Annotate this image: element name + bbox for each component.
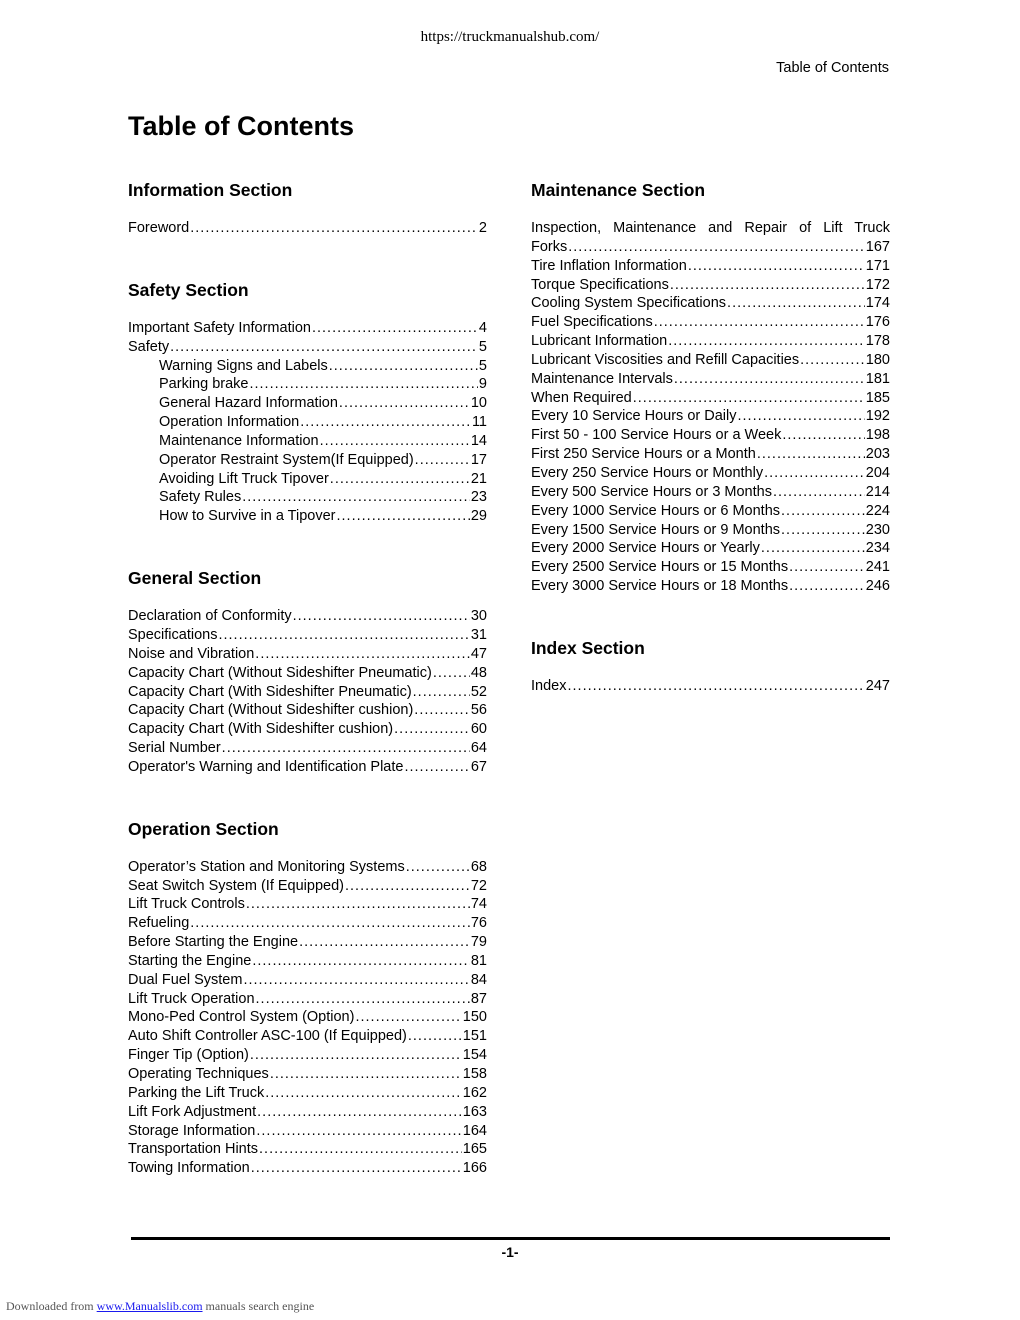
dot-leader (249, 375, 477, 394)
dot-leader (312, 319, 478, 338)
dot-leader (764, 464, 865, 483)
dot-leader (355, 1008, 461, 1027)
dot-leader (299, 933, 470, 952)
toc-entry[interactable] (531, 238, 890, 257)
toc-entry-page: 64 (470, 740, 487, 757)
toc-entry-page: 87 (470, 990, 487, 1007)
dot-leader (170, 338, 478, 357)
dot-leader (414, 701, 470, 720)
toc-entry-page: 5 (478, 338, 487, 355)
toc-entry-page: 4 (478, 319, 487, 336)
toc-entry-label: Operator Restraint System(If Equipped) (159, 451, 414, 468)
manualslib-link[interactable]: www.Manualslib.com (96, 1299, 203, 1313)
dot-leader (246, 895, 470, 914)
toc-entry-page: 204 (865, 464, 890, 481)
toc-entry-label: Lift Truck Controls (128, 896, 245, 913)
toc-entry[interactable] (128, 1084, 487, 1103)
toc-entry-label: Safety Rules (159, 489, 242, 506)
dot-leader (252, 952, 470, 971)
toc-entry-label: Index (531, 677, 567, 694)
toc-entry-label: Specifications (128, 626, 218, 643)
toc-entry-label: Serial Number (128, 740, 221, 757)
download-suffix: manuals search engine (205, 1299, 315, 1313)
toc-entry-label: Avoiding Lift Truck Tipover (159, 470, 329, 487)
toc-entry[interactable] (128, 219, 487, 238)
toc-entry-list (128, 319, 487, 526)
toc-entry-page: 174 (865, 295, 890, 312)
toc-entry-label: Operation Information (159, 414, 300, 431)
toc-entry-page: 30 (470, 608, 487, 625)
dot-leader (773, 483, 865, 502)
dot-leader (242, 488, 470, 507)
toc-entry-label: Auto Shift Controller ASC-100 (If Equipped) (128, 1028, 407, 1045)
right-column (531, 180, 890, 696)
toc-entry-label: Lift Fork Adjustment (128, 1103, 257, 1120)
toc-entry-label: Capacity Chart (With Sideshifter Pneumatic) (128, 683, 412, 700)
dot-leader (256, 990, 470, 1009)
toc-entry-label: Forks (531, 238, 568, 255)
toc-entry-label: Seat Switch System (If Equipped) (128, 877, 344, 894)
toc-entry-label: Finger Tip (Option) (128, 1047, 249, 1064)
toc-entry[interactable] (531, 521, 890, 540)
dot-leader (251, 1159, 462, 1178)
toc-entry-page: 60 (470, 721, 487, 738)
toc-entry[interactable] (128, 451, 487, 470)
toc-entry-label: Safety (128, 338, 170, 355)
toc-entry-page: 67 (470, 758, 487, 775)
section-heading: Information Section (128, 180, 293, 200)
dot-leader (781, 521, 865, 540)
toc-entry-label: Torque Specifications (531, 276, 669, 293)
toc-entry-page: 11 (471, 414, 487, 431)
dot-leader (633, 389, 865, 408)
toc-entry[interactable] (531, 677, 890, 696)
toc-entry-page: 185 (865, 389, 890, 406)
dot-leader (567, 677, 864, 696)
dot-leader (190, 914, 470, 933)
toc-entry[interactable] (128, 895, 487, 914)
toc-entry-page: 150 (462, 1009, 487, 1026)
toc-entry-page: 234 (865, 540, 890, 557)
toc-entry[interactable] (531, 426, 890, 445)
toc-entry-label: Operator’s Station and Monitoring Systems (128, 858, 405, 875)
dot-leader (761, 539, 865, 558)
toc-entry-label: Transportation Hints (128, 1141, 259, 1158)
toc-entry[interactable] (128, 394, 487, 413)
toc-section (128, 280, 487, 526)
toc-entry-page: 154 (462, 1047, 487, 1064)
toc-entry-label: Starting the Engine (128, 952, 252, 969)
dot-leader (320, 432, 470, 451)
toc-entry[interactable] (531, 332, 890, 351)
toc-entry[interactable] (128, 413, 487, 432)
toc-entry-page: 230 (865, 521, 890, 538)
dot-leader (800, 351, 865, 370)
toc-entry-list (531, 677, 890, 696)
toc-entry[interactable] (531, 407, 890, 426)
toc-entry-label: First 50 - 100 Service Hours or a Week (531, 427, 782, 444)
toc-section (531, 638, 890, 696)
toc-entry-page: 79 (470, 934, 487, 951)
dot-leader (688, 257, 865, 276)
toc-entry[interactable] (531, 483, 890, 502)
dot-leader (674, 370, 865, 389)
toc-entry[interactable] (128, 720, 487, 739)
toc-entry[interactable] (128, 375, 487, 394)
toc-entry-label: Operator's Warning and Identification Plate (128, 758, 404, 775)
toc-entry-page: 52 (470, 683, 487, 700)
toc-entry-page: 68 (470, 858, 487, 875)
toc-entry-label: Warning Signs and Labels (159, 357, 328, 374)
toc-entry[interactable] (531, 276, 890, 295)
toc-entry-page: 192 (865, 408, 890, 425)
toc-entry-label: Before Starting the Engine (128, 934, 299, 951)
toc-entry-label: Every 10 Service Hours or Daily (531, 408, 737, 425)
toc-entry[interactable] (531, 558, 890, 577)
section-heading: Operation Section (128, 818, 279, 839)
source-url: https://truckmanualshub.com/ (420, 29, 600, 45)
toc-entry-label: Dual Fuel System (128, 971, 243, 988)
dot-leader (256, 1122, 461, 1141)
toc-entry[interactable] (128, 1027, 487, 1046)
toc-entry-label: Maintenance Intervals (531, 370, 673, 387)
dot-leader (300, 413, 471, 432)
dot-leader (668, 332, 865, 351)
dot-leader (413, 683, 470, 702)
toc-entry-list (531, 238, 890, 596)
toc-entry-list (128, 607, 487, 777)
toc-entry-label: Refueling (128, 915, 190, 932)
toc-entry[interactable] (128, 877, 487, 896)
toc-entry-label: Storage Information (128, 1122, 256, 1139)
toc-entry-label: Foreword (128, 220, 190, 236)
toc-entry[interactable] (128, 990, 487, 1009)
section-heading: Maintenance Section (531, 180, 706, 200)
toc-entry[interactable] (128, 1122, 487, 1141)
toc-entry-page: 151 (462, 1028, 487, 1045)
toc-entry-page: 29 (470, 508, 487, 525)
toc-entry-page: 81 (470, 952, 487, 969)
dot-leader (330, 470, 470, 489)
toc-entry-label: Capacity Chart (With Sideshifter cushion) (128, 721, 394, 738)
toc-entry[interactable] (531, 351, 890, 370)
toc-entry-page: 181 (865, 370, 890, 387)
toc-entry-page: 176 (865, 314, 890, 331)
dot-leader (259, 1140, 462, 1159)
toc-entry-page: 2 (478, 220, 487, 236)
toc-entry-page: 76 (470, 915, 487, 932)
toc-entry-label: How to Survive in a Tipover (159, 508, 336, 525)
section-heading: Index Section (531, 637, 645, 658)
toc-entry[interactable] (128, 664, 487, 683)
dot-leader (782, 426, 864, 445)
left-column (128, 180, 487, 1178)
toc-entry-page: 172 (865, 276, 890, 293)
toc-entry-label: Noise and Vibration (128, 645, 255, 662)
toc-entry-label: Every 1000 Service Hours or 6 Months (531, 502, 781, 519)
toc-entry[interactable] (128, 1046, 487, 1065)
toc-entry[interactable] (128, 1065, 487, 1084)
toc-entry[interactable] (128, 470, 487, 489)
toc-entry[interactable] (128, 319, 487, 338)
toc-entry-label: Cooling System Specifications (531, 295, 727, 312)
toc-section (531, 180, 890, 596)
dot-leader (190, 219, 478, 238)
toc-entry-label: Towing Information (128, 1160, 250, 1177)
dot-leader (293, 607, 470, 626)
toc-entry[interactable] (531, 389, 890, 408)
toc-entry-list (128, 219, 487, 238)
toc-entry-label: Lubricant Information (531, 333, 668, 350)
dot-leader (329, 357, 478, 376)
toc-entry[interactable] (128, 507, 487, 526)
toc-entry-page: 31 (470, 626, 487, 643)
toc-entry[interactable] (531, 257, 890, 276)
toc-section (128, 568, 487, 777)
toc-entry-page: 246 (865, 578, 890, 595)
toc-entry[interactable] (128, 645, 487, 664)
dot-leader (433, 664, 470, 683)
toc-entry[interactable] (128, 357, 487, 376)
toc-entry[interactable] (128, 701, 487, 720)
toc-entry-first-line[interactable]: Inspection, Maintenance and Repair of Lift Truck (531, 220, 890, 236)
dot-leader (789, 558, 865, 577)
toc-entry[interactable] (128, 607, 487, 626)
toc-entry-label: Operating Techniques (128, 1066, 269, 1082)
toc-entry-page: 198 (865, 427, 890, 444)
toc-entry-page: 166 (462, 1160, 487, 1177)
dot-leader (270, 1065, 462, 1084)
toc-entry-page: 224 (865, 502, 890, 519)
dot-leader (789, 577, 865, 596)
dot-leader (738, 407, 865, 426)
dot-leader (408, 1027, 462, 1046)
toc-entry-label: Every 2500 Service Hours or 15 Months (531, 559, 789, 576)
toc-entry-page: 164 (462, 1122, 487, 1139)
download-prefix: Downloaded from (6, 1299, 94, 1313)
toc-entry[interactable] (128, 338, 487, 357)
toc-entry[interactable] (531, 294, 890, 313)
dot-leader (250, 1046, 462, 1065)
toc-entry-page: 23 (470, 489, 487, 506)
toc-entry-label: When Required (531, 389, 632, 406)
toc-entry-page: 56 (470, 702, 487, 719)
dot-leader (727, 294, 865, 313)
toc-entry-label: Mono-Ped Control System (Option) (128, 1009, 355, 1026)
toc-entry-page: 84 (470, 971, 487, 988)
toc-entry[interactable] (128, 1008, 487, 1027)
toc-entry[interactable] (128, 952, 487, 971)
toc-entry[interactable] (128, 914, 487, 933)
toc-entry-page: 17 (470, 451, 487, 468)
toc-entry-page: 10 (470, 395, 487, 412)
toc-entry-page: 178 (865, 333, 890, 350)
toc-section (128, 819, 487, 1178)
toc-entry-label: Every 500 Service Hours or 3 Months (531, 483, 772, 500)
dot-leader (781, 502, 865, 521)
toc-entry-page: 241 (865, 559, 890, 576)
dot-leader (415, 451, 470, 470)
toc-entry[interactable] (128, 683, 487, 702)
toc-entry-label: Capacity Chart (Without Sideshifter cushion) (128, 702, 414, 719)
toc-entry[interactable] (531, 464, 890, 483)
download-footer (6, 1299, 314, 1314)
toc-entry-page: 72 (470, 877, 487, 894)
toc-entry-page: 74 (470, 896, 487, 913)
toc-entry-page: 163 (462, 1103, 487, 1120)
toc-entry-label: Capacity Chart (Without Sideshifter Pneumatic) (128, 664, 432, 681)
dot-leader (394, 720, 470, 739)
toc-entry[interactable] (531, 313, 890, 332)
dot-leader (222, 739, 470, 758)
dot-leader (243, 971, 469, 990)
toc-entry[interactable] (531, 502, 890, 521)
toc-entry-label: Tire Inflation Information (531, 257, 687, 274)
toc-entry-label: General Hazard Information (159, 395, 338, 412)
toc-entry-page: 247 (865, 677, 890, 694)
toc-entry-label: Parking the Lift Truck (128, 1084, 265, 1101)
toc-entry[interactable] (128, 1140, 487, 1159)
dot-leader (345, 877, 470, 896)
dot-leader (654, 313, 865, 332)
toc-entry-label: Every 2000 Service Hours or Yearly (531, 540, 760, 557)
toc-entry-label: Lubricant Viscosities and Refill Capacities (531, 351, 800, 368)
toc-entry-page: 9 (478, 376, 487, 393)
dot-leader (218, 626, 469, 645)
toc-entry-page: 180 (865, 351, 890, 368)
toc-entry[interactable] (128, 933, 487, 952)
toc-entry[interactable] (128, 432, 487, 451)
toc-entry[interactable] (128, 1159, 487, 1178)
dot-leader (404, 758, 469, 777)
dot-leader (406, 858, 470, 877)
toc-entry-page: 47 (470, 645, 487, 662)
section-heading: General Section (128, 568, 262, 589)
toc-entry[interactable] (128, 971, 487, 990)
footer-rule (131, 1237, 890, 1240)
toc-entry[interactable] (531, 577, 890, 596)
toc-entry[interactable] (128, 758, 487, 777)
toc-entry-list (128, 858, 487, 1178)
toc-section (128, 180, 487, 238)
toc-entry-page: 203 (865, 446, 890, 463)
toc-entry-label: Parking brake (159, 376, 249, 393)
toc-entry[interactable] (531, 445, 890, 464)
toc-entry-page: 158 (462, 1066, 487, 1082)
toc-entry-page: 14 (470, 432, 487, 449)
toc-entry[interactable] (128, 1103, 487, 1122)
toc-entry[interactable] (128, 626, 487, 645)
page-title: Table of Contents (128, 111, 354, 141)
toc-entry-page: 48 (470, 664, 487, 681)
toc-entry[interactable] (531, 370, 890, 389)
toc-entry-label: Maintenance Information (159, 432, 319, 449)
dot-leader (568, 238, 865, 257)
page-number: -1- (501, 1244, 519, 1260)
toc-entry-page: 171 (865, 257, 890, 274)
dot-leader (265, 1084, 462, 1103)
dot-leader (257, 1103, 462, 1122)
section-heading: Safety Section (128, 279, 249, 300)
toc-entry-label: Every 250 Service Hours or Monthly (531, 464, 764, 481)
toc-entry-page: 21 (470, 470, 487, 487)
toc-entry-page: 214 (865, 483, 890, 500)
toc-entry[interactable] (128, 739, 487, 758)
toc-entry-label: Every 1500 Service Hours or 9 Months (531, 521, 781, 538)
toc-entry-label: Important Safety Information (128, 319, 311, 336)
toc-entry-page: 5 (478, 357, 487, 374)
running-header: Table of Contents (776, 60, 889, 76)
toc-entry[interactable] (128, 488, 487, 507)
dot-leader (255, 645, 470, 664)
toc-entry-label: First 250 Service Hours or a Month (531, 446, 756, 463)
dot-leader (670, 276, 865, 295)
dot-leader (339, 394, 470, 413)
toc-entry-label: Lift Truck Operation (128, 990, 255, 1007)
toc-entry[interactable] (128, 858, 487, 877)
toc-entry-page: 165 (462, 1141, 487, 1158)
toc-entry-page: 167 (865, 238, 890, 255)
toc-entry-page: 162 (462, 1084, 487, 1101)
toc-entry-label: Declaration of Conformity (128, 608, 292, 625)
dot-leader (337, 507, 470, 526)
toc-entry-label: Fuel Specifications (531, 314, 653, 331)
dot-leader (757, 445, 865, 464)
toc-entry-label: Every 3000 Service Hours or 18 Months (531, 578, 789, 595)
toc-entry[interactable] (531, 539, 890, 558)
